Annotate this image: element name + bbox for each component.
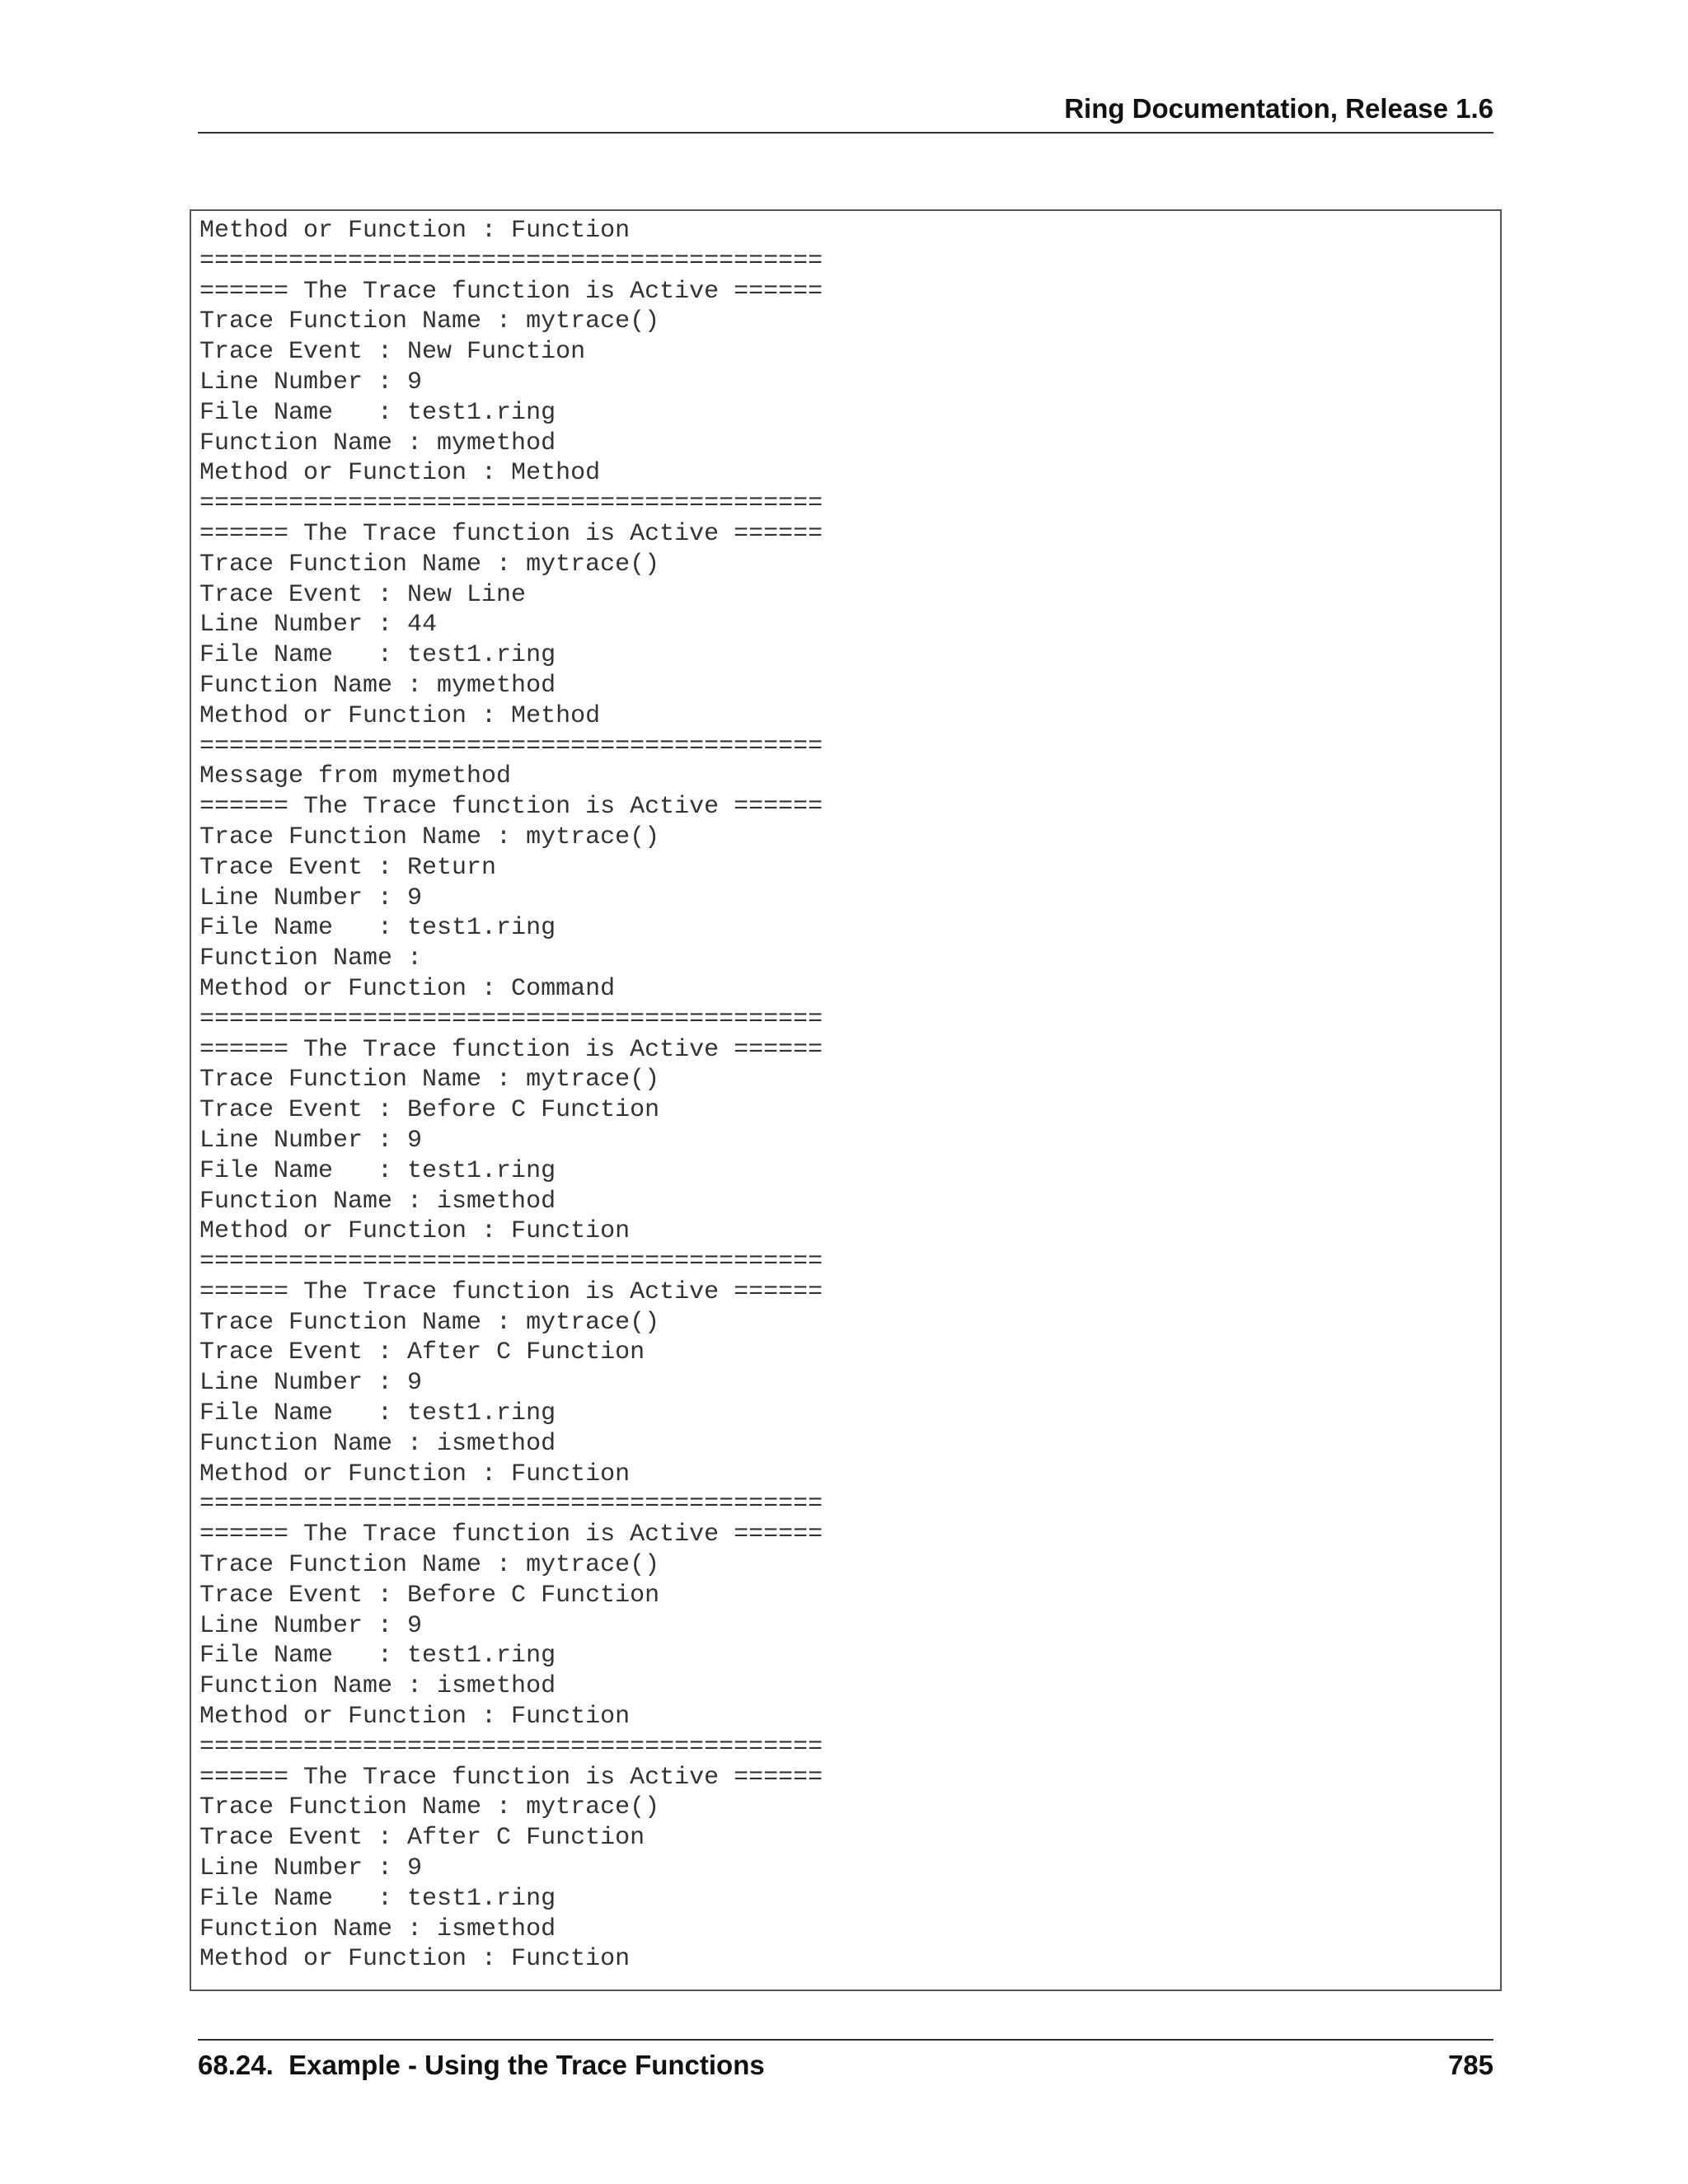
code-line: Line Number : 9 [199,883,423,912]
code-line: ====== The Trace function is Active ====== [199,1521,823,1549]
code-line: Line Number : 9 [199,1854,423,1883]
code-line: Trace Function Name : mytrace() [199,307,660,336]
page-footer [198,2039,1493,2087]
code-line: ========================================== [199,1490,823,1519]
document-title: Ring Documentation, Release 1.6 [1064,93,1493,124]
code-line: Trace Function Name : mytrace() [199,1793,660,1822]
code-line: Trace Function Name : mytrace() [199,550,660,579]
code-lines [199,216,823,1975]
code-line: Function Name : mymethod [199,429,556,457]
code-line: Trace Event : Return [199,853,497,882]
code-line: ========================================== [199,732,823,761]
code-line: ====== The Trace function is Active ====== [199,519,823,548]
code-line: File Name : test1.ring [199,1884,556,1913]
page-number: 785 [1447,2050,1493,2080]
code-line: Trace Event : After C Function [199,1824,645,1853]
code-line: Line Number : 9 [199,1126,423,1155]
code-line: Line Number : 44 [199,611,438,640]
code-line: File Name : test1.ring [199,1156,556,1185]
code-line: Message from mymethod [199,762,512,791]
code-line: Trace Event : Before C Function [199,1096,660,1125]
code-line: ========================================== [199,490,823,518]
code-line: Function Name : ismethod [199,1187,556,1216]
code-line: Trace Event : New Line [199,580,527,609]
code-line: ====== The Trace function is Active ====== [199,1035,823,1064]
code-line: Function Name : ismethod [199,1672,556,1701]
code-line: Method or Function : Function [199,1945,631,1974]
code-line: Method or Function : Method [199,701,601,730]
code-line: Function Name : mymethod [199,671,556,700]
code-line: Method or Function : Function [199,217,631,245]
code-line: Method or Function : Function [199,1460,631,1488]
code-line: Trace Function Name : mytrace() [199,1066,660,1094]
code-line: Line Number : 9 [199,368,423,396]
code-line: File Name : test1.ring [199,1642,556,1671]
code-line: Trace Event : After C Function [199,1338,645,1367]
code-line: Trace Function Name : mytrace() [199,823,660,851]
code-line: Method or Function : Method [199,459,601,488]
code-line: Trace Event : Before C Function [199,1581,660,1610]
code-line: Method or Function : Function [199,1703,631,1732]
code-line: File Name : test1.ring [199,398,556,427]
code-line: Line Number : 9 [199,1369,423,1398]
code-line: Method or Function : Function [199,1217,631,1246]
code-block [190,209,1502,1991]
code-line: ========================================== [199,1248,823,1277]
code-line: File Name : test1.ring [199,914,556,943]
code-line: ====== The Trace function is Active ====== [199,1763,823,1792]
code-line: ====== The Trace function is Active ====== [199,793,823,822]
code-line: Trace Function Name : mytrace() [199,1308,660,1337]
code-line: ========================================== [199,246,823,275]
code-line: Trace Function Name : mytrace() [199,1551,660,1580]
code-line: Line Number : 9 [199,1611,423,1640]
section-title: 68.24. Example - Using the Trace Functions [198,2050,765,2080]
code-line: Method or Function : Command [199,974,616,1003]
code-line: ====== The Trace function is Active ====== [199,1277,823,1306]
code-line: Function Name : ismethod [199,1429,556,1458]
code-line: ========================================== [199,1005,823,1033]
code-line: ====== The Trace function is Active ====== [199,277,823,306]
page-header [198,91,1493,134]
code-line: Function Name : [199,944,423,973]
code-line: File Name : test1.ring [199,1399,556,1428]
code-line: File Name : test1.ring [199,641,556,670]
code-line: Trace Event : New Function [199,338,586,367]
code-line: Function Name : ismethod [199,1915,556,1943]
code-line: ========================================== [199,1732,823,1761]
